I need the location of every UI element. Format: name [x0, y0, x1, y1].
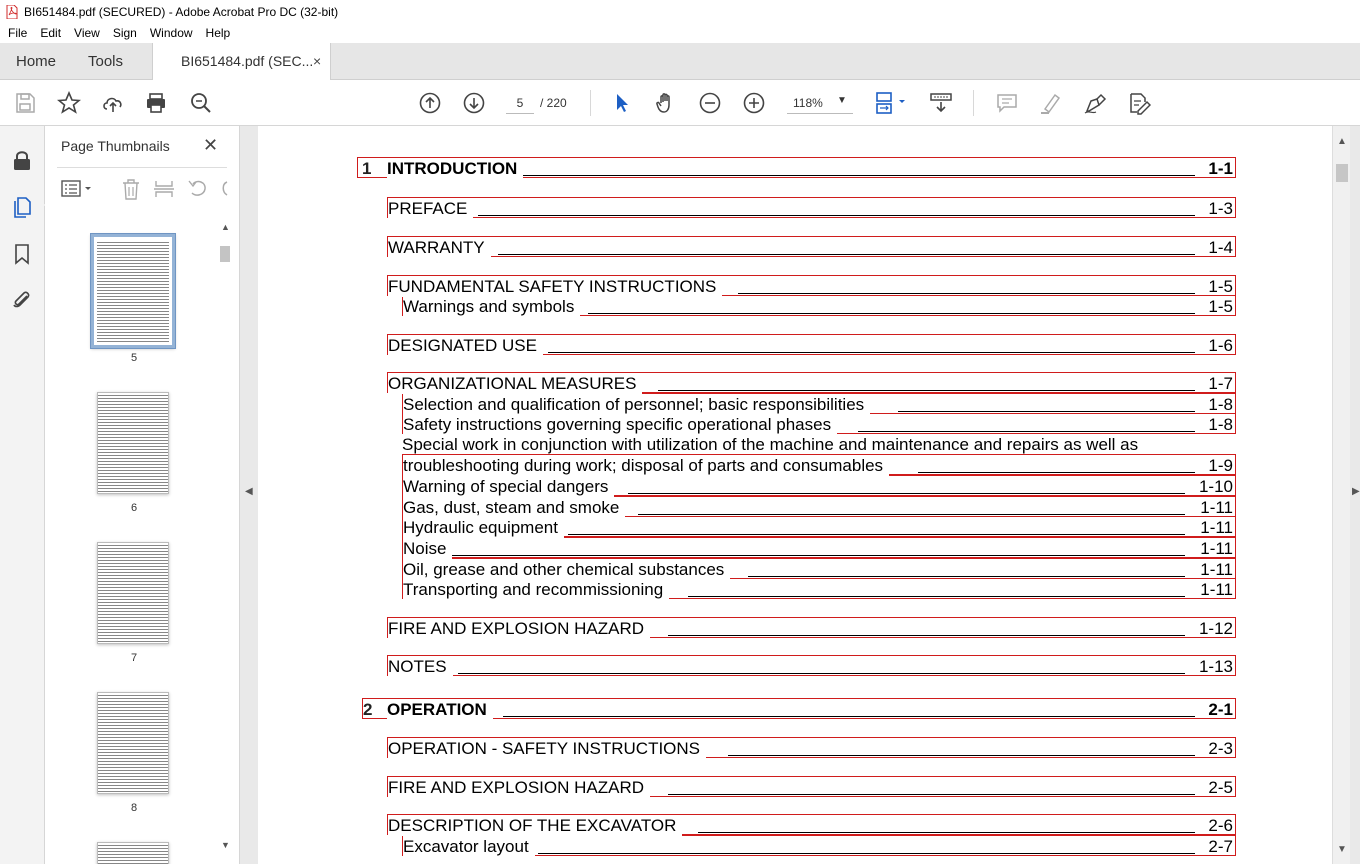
print-icon[interactable]	[144, 91, 168, 115]
toc-entry[interactable]	[402, 558, 1236, 579]
toc-entry[interactable]	[402, 516, 1236, 537]
toc-entry[interactable]	[387, 236, 1236, 257]
toc-leader-line	[698, 832, 1195, 833]
zoom-out-icon[interactable]	[698, 91, 722, 115]
toc-page: 1-6	[1208, 336, 1233, 355]
menu-edit[interactable]: Edit	[40, 26, 62, 40]
tab-document-label: BI651484.pdf (SEC...	[181, 53, 314, 69]
toc-leader-line	[538, 853, 1195, 854]
document-page	[258, 126, 1332, 864]
page-thumbnail[interactable]	[97, 542, 169, 644]
bookmarks-icon[interactable]	[10, 242, 34, 266]
next-page-icon[interactable]	[462, 91, 486, 115]
toc-page: 2-6	[1208, 816, 1233, 835]
comment-icon[interactable]	[995, 91, 1019, 115]
toc-leader-line	[748, 576, 1185, 577]
find-zoom-icon[interactable]	[189, 91, 213, 115]
toc-section-number: 1	[362, 159, 372, 178]
toc-page: 1-11	[1200, 518, 1233, 537]
page-number-input[interactable]	[506, 92, 534, 114]
toc-title: Transporting and recommissioning	[403, 579, 669, 600]
toc-leader-line	[858, 431, 1195, 432]
extract-page-icon[interactable]	[153, 178, 175, 200]
toc-entry[interactable]	[362, 698, 1236, 719]
toc-leader-line	[498, 254, 1195, 255]
left-icon-rail	[0, 126, 45, 864]
toc-title: Noise	[403, 538, 452, 559]
toc-entry[interactable]	[402, 537, 1236, 558]
scroll-down-icon[interactable]: ▼	[221, 840, 230, 850]
scroll-up-icon[interactable]: ▲	[1337, 136, 1347, 147]
menu-sign[interactable]: Sign	[112, 26, 137, 40]
toc-title: FIRE AND EXPLOSION HAZARD	[388, 618, 650, 639]
title-bar	[0, 0, 1360, 23]
toc-page: 1-9	[1208, 456, 1233, 475]
toc-title: Oil, grease and other chemical substances	[403, 559, 730, 580]
toc-entry[interactable]	[387, 334, 1236, 355]
close-panel-icon[interactable]: ✕	[203, 135, 219, 155]
menu-file[interactable]: File	[8, 26, 28, 40]
toc-page: 1-3	[1208, 199, 1233, 218]
toc-page: 1-11	[1200, 560, 1233, 579]
toolbar-separator	[590, 90, 591, 116]
page-total-label: / 220	[540, 96, 567, 110]
toc-entry[interactable]	[402, 835, 1236, 856]
toc-entry[interactable]	[402, 454, 1236, 475]
toc-leader-line	[898, 411, 1195, 412]
toc-title: PREFACE	[388, 198, 473, 219]
toc-page: 1-7	[1208, 374, 1233, 393]
toc-leader-line	[658, 390, 1195, 391]
toc-entry[interactable]	[402, 393, 1236, 414]
thumbnail-page-number: 7	[130, 652, 138, 664]
highlight-pen-icon[interactable]	[1039, 91, 1063, 115]
tab-home[interactable]: Home	[16, 53, 57, 70]
document-scrollbar[interactable]	[1332, 126, 1350, 864]
toc-leader-line	[478, 215, 1195, 216]
expand-right-icon[interactable]: ▶	[1352, 486, 1360, 497]
toc-title: Warnings and symbols	[403, 296, 580, 317]
toc-title: ORGANIZATIONAL MEASURES	[388, 373, 642, 394]
toc-page: 2-3	[1208, 739, 1233, 758]
select-cursor-icon[interactable]	[610, 91, 634, 115]
toc-leader-line	[588, 313, 1195, 314]
page-thumbnails-icon[interactable]	[10, 194, 34, 218]
attachment-paperclip-icon[interactable]	[10, 288, 34, 312]
menu-window[interactable]: Window	[149, 26, 193, 40]
scroll-thumb[interactable]	[1336, 164, 1348, 182]
toc-leader-line	[728, 755, 1195, 756]
tab-bar	[0, 43, 1360, 80]
upload-cloud-icon[interactable]	[101, 91, 125, 115]
toc-title: WARRANTY	[388, 237, 491, 258]
toolbar-separator	[973, 90, 974, 116]
sign-pen-icon[interactable]	[1083, 91, 1107, 115]
toc-entry[interactable]	[387, 275, 1236, 296]
toc-title: Gas, dust, steam and smoke	[403, 497, 625, 518]
toc-title: DESCRIPTION OF THE EXCAVATOR	[388, 815, 682, 836]
toc-title: Selection and qualification of personnel; basic responsibilities	[403, 394, 870, 415]
zoom-level-value: 118%	[793, 96, 823, 110]
toc-leader-line	[668, 794, 1195, 795]
thumbnail-page-number: 8	[130, 802, 138, 814]
toolbar	[0, 80, 1360, 126]
tab-tools[interactable]: Tools	[88, 53, 124, 70]
panel-collapse-strip[interactable]	[240, 126, 258, 864]
toc-leader-line	[518, 175, 1195, 176]
page-thumbnail[interactable]	[97, 692, 169, 794]
toc-entry[interactable]	[387, 617, 1236, 638]
toc-title: OPERATION - SAFETY INSTRUCTIONS	[388, 738, 706, 759]
thumbnail-options-icon[interactable]	[61, 178, 93, 200]
toc-entry[interactable]	[387, 372, 1236, 393]
toc-leader-line	[688, 596, 1185, 597]
toc-entry[interactable]	[402, 475, 1236, 496]
save-icon[interactable]	[13, 91, 37, 115]
page-thumbnails-panel	[45, 126, 240, 864]
bookmark-star-icon[interactable]	[57, 91, 81, 115]
zoom-level-select[interactable]	[787, 92, 853, 114]
toc-leader-line	[668, 635, 1185, 636]
rotate-page-icon[interactable]	[187, 178, 209, 200]
toc-leader-line	[738, 293, 1195, 294]
toc-entry[interactable]	[402, 295, 1236, 316]
toc-leader-line	[548, 352, 1195, 353]
toc-page: 1-12	[1198, 619, 1233, 638]
thumbnails-scrollbar[interactable]	[218, 218, 232, 858]
toc-page: 1-11	[1200, 580, 1233, 599]
toc-leader-line	[458, 673, 1185, 674]
toc-title: Warning of special dangers	[403, 476, 614, 497]
toc-title: OPERATION	[387, 699, 493, 720]
collapse-left-icon[interactable]: ◀	[245, 486, 253, 497]
page-thumbnail[interactable]	[97, 392, 169, 494]
toc-section-number: 2	[363, 700, 373, 719]
toc-page: 1-4	[1208, 238, 1233, 257]
toc-leader-line	[638, 514, 1185, 515]
toc-entry[interactable]	[387, 737, 1236, 758]
edit-pdf-icon[interactable]	[1127, 91, 1151, 115]
toc-page: 1-11	[1200, 539, 1233, 558]
delete-page-icon[interactable]	[120, 178, 142, 200]
toc-page: 2-5	[1208, 778, 1233, 797]
tab-document[interactable]	[152, 43, 331, 80]
acrobat-pdf-icon	[6, 5, 18, 19]
toc-page: 1-13	[1198, 657, 1233, 676]
page-thumbnail[interactable]	[91, 234, 175, 348]
toc-leader-line	[918, 472, 1195, 473]
scroll-down-icon[interactable]: ▼	[1337, 844, 1347, 855]
zoom-in-icon[interactable]	[742, 91, 766, 115]
window-title: BI651484.pdf (SECURED) - Adobe Acrobat Pro DC (32-bit)	[24, 4, 339, 19]
thumbnail-page-number: 6	[130, 502, 138, 514]
menu-help[interactable]: Help	[205, 26, 231, 40]
toc-page: 1-8	[1208, 415, 1233, 434]
toc-entry[interactable]	[402, 578, 1236, 599]
menu-bar	[0, 23, 1360, 43]
lock-icon[interactable]	[10, 148, 34, 172]
toc-entry[interactable]	[402, 496, 1236, 517]
hand-tool-icon[interactable]	[654, 91, 678, 115]
panel-title: Page Thumbnails	[61, 138, 170, 154]
toc-text-line: Special work in conjunction with utilization of the machine and maintenance and repairs as well as	[402, 435, 1139, 454]
toc-title: INTRODUCTION	[387, 158, 523, 179]
toc-entry[interactable]	[387, 197, 1236, 218]
toc-page: 1-8	[1208, 395, 1233, 414]
toc-title: troubleshooting during work; disposal of parts and consumables	[403, 455, 889, 476]
toc-leader-line	[503, 716, 1195, 717]
tab-close-icon[interactable]: ×	[313, 53, 322, 69]
right-panel-toggle[interactable]	[1350, 126, 1360, 864]
toc-title: FUNDAMENTAL SAFETY INSTRUCTIONS	[388, 276, 722, 297]
toc-entry[interactable]	[387, 814, 1236, 835]
toc-title: FIRE AND EXPLOSION HAZARD	[388, 777, 650, 798]
page-thumbnail[interactable]	[97, 842, 169, 864]
rotate-clockwise-icon[interactable]	[219, 178, 229, 200]
toc-page: 1-10	[1198, 477, 1233, 496]
toc-entry[interactable]	[357, 157, 1236, 178]
page-layout-icon[interactable]	[874, 91, 908, 115]
toc-title: Safety instructions governing specific operational phases	[403, 414, 837, 435]
toc-entry[interactable]	[387, 776, 1236, 797]
toc-title: NOTES	[388, 656, 453, 677]
thumbnail-page-number: 5	[130, 352, 138, 364]
toc-title: DESIGNATED USE	[388, 335, 543, 356]
chevron-down-icon: ▼	[837, 95, 847, 106]
toc-page: 1-5	[1208, 297, 1233, 316]
toc-entry[interactable]	[402, 413, 1236, 434]
panel-divider	[57, 167, 227, 168]
scroll-mode-icon[interactable]	[929, 91, 953, 115]
scroll-thumb[interactable]	[220, 246, 230, 262]
toc-page: 1-1	[1208, 159, 1233, 178]
menu-view[interactable]: View	[74, 26, 100, 40]
toc-page: 2-7	[1208, 837, 1233, 856]
toc-leader-line	[628, 493, 1185, 494]
toc-entry[interactable]	[387, 655, 1236, 676]
toc-page: 1-5	[1208, 277, 1233, 296]
previous-page-icon[interactable]	[418, 91, 442, 115]
scroll-up-icon[interactable]: ▲	[221, 222, 230, 232]
toc-leader-line	[451, 555, 1185, 556]
toc-title: Hydraulic equipment	[403, 517, 564, 538]
toc-leader-line	[568, 534, 1185, 535]
toc-page: 1-11	[1200, 498, 1233, 517]
toc-title: Excavator layout	[403, 836, 535, 857]
toc-page: 2-1	[1208, 700, 1233, 719]
